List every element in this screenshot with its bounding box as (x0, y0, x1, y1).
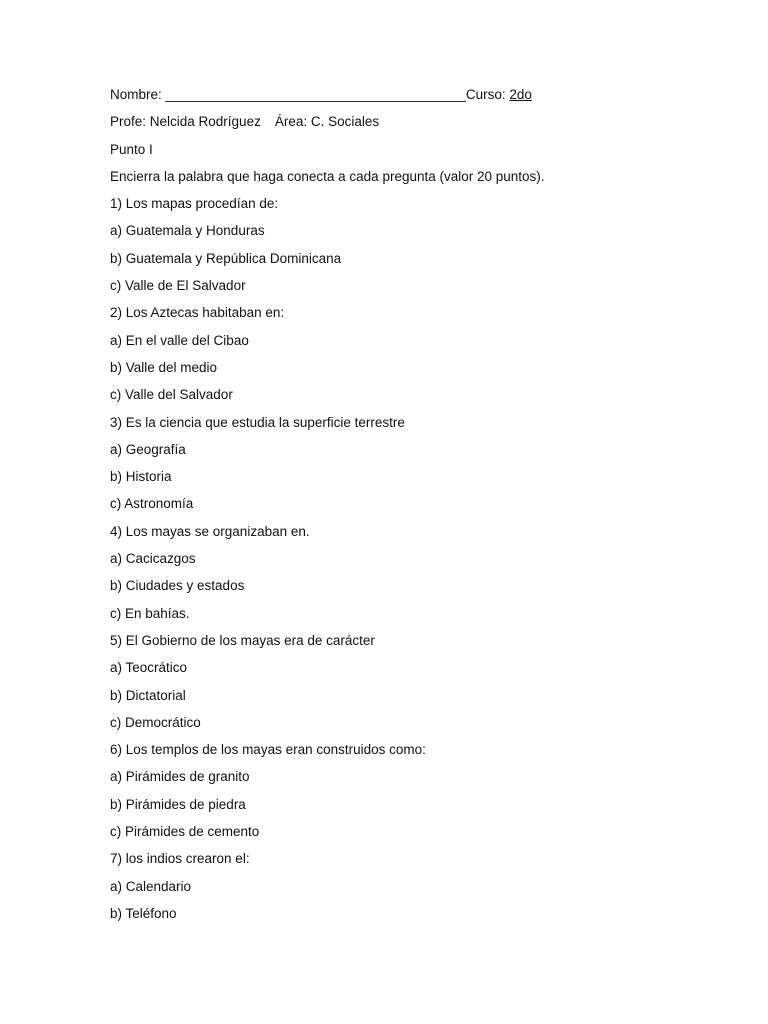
question-text: 7) los indios crearon el: (110, 851, 250, 867)
answer-option: a) Teocrático (110, 660, 188, 676)
answer-option: a) En el valle del Cibao (110, 332, 249, 348)
answer-option: b) Teléfono (110, 905, 177, 921)
question-block-3 (110, 414, 710, 523)
question-block-5 (110, 632, 710, 741)
answer-option: b) Pirámides de piedra (110, 796, 246, 812)
course-label: Curso: (465, 87, 506, 102)
question-text: 1) Los mapas procedían de: (110, 196, 279, 212)
teacher-line (110, 113, 710, 140)
answer-option: a) Geografía (110, 441, 186, 457)
answer-option: c) Astronomía (110, 496, 194, 512)
question-block-2 (110, 304, 710, 413)
name-label: Nombre: (110, 87, 162, 102)
question-text: 6) Los templos de los mayas eran construidos como: (110, 742, 426, 758)
answer-option: a) Cacicazgos (110, 551, 196, 567)
answer-option: c) Valle del Salvador (110, 387, 233, 403)
answer-option: a) Guatemala y Honduras (110, 223, 265, 239)
question-text: 3) Es la ciencia que estudia la superficie terrestre (110, 414, 405, 430)
answer-option: c) Pirámides de cemento (110, 824, 260, 840)
question-block-7 (110, 850, 710, 932)
course-value: 2do (509, 87, 532, 102)
question-block-1 (110, 195, 710, 304)
name-blank: ________________________________________ (165, 87, 466, 102)
answer-option: c) Democrático (110, 714, 201, 730)
answer-option: b) Valle del medio (110, 359, 218, 375)
question-block-4 (110, 523, 710, 632)
question-block-6 (110, 741, 710, 850)
name-line (110, 86, 710, 113)
question-text: 4) Los mayas se organizaban en. (110, 523, 310, 539)
teacher-name: Profe: Nelcida Rodríguez (110, 114, 261, 130)
answer-option: a) Calendario (110, 878, 192, 894)
answer-option: c) En bahías. (110, 605, 190, 621)
answer-option: c) Valle de El Salvador (110, 278, 246, 294)
subject-area: Área: C. Sociales (274, 114, 380, 130)
question-text: 5) El Gobierno de los mayas era de carácter (110, 632, 375, 648)
section-title: Punto I (110, 141, 153, 157)
answer-option: b) Ciudades y estados (110, 578, 245, 594)
answer-option: a) Pirámides de granito (110, 769, 250, 785)
answer-option: b) Guatemala y República Dominicana (110, 250, 342, 266)
answer-option: b) Historia (110, 469, 172, 485)
worksheet-page (110, 86, 710, 932)
instructions: Encierra la palabra que haga conecta a cada pregunta (valor 20 puntos). (110, 168, 545, 184)
answer-option: b) Dictatorial (110, 687, 186, 703)
question-text: 2) Los Aztecas habitaban en: (110, 305, 285, 321)
